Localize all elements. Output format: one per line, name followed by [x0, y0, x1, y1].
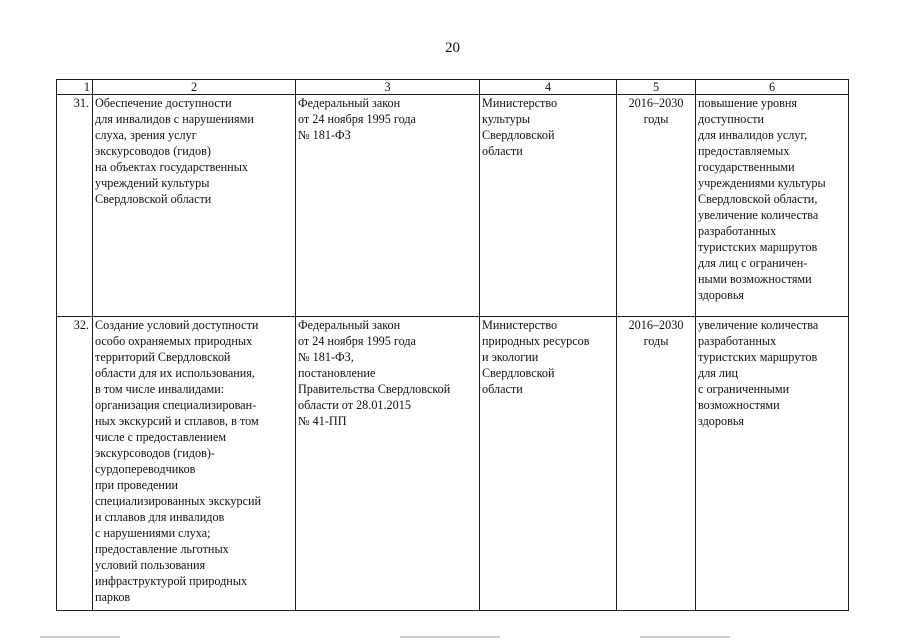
cell-text-line: парков — [95, 590, 131, 604]
table-row — [57, 95, 849, 317]
cell-text-line: ных экскурсий и сплавов, в том — [95, 414, 259, 428]
executor-cell — [480, 95, 617, 317]
cell-text-line: Федеральный закон — [298, 96, 401, 110]
executor-cell — [480, 317, 617, 611]
scan-edge-mark — [640, 636, 730, 638]
cell-text-line: слуха, зрения услуг — [95, 128, 197, 142]
measure-cell — [93, 317, 296, 611]
cell-text-line: № 181-ФЗ, — [298, 350, 354, 364]
table-row — [57, 317, 849, 611]
cell-text-line: специализированных экскурсий — [95, 494, 262, 508]
cell-text-line: территорий Свердловской — [95, 350, 231, 364]
cell-text-line: здоровья — [698, 288, 744, 302]
cell-text-line: и сплавов для инвалидов — [95, 510, 225, 524]
header-cell: 4 — [480, 80, 617, 95]
period-cell — [617, 317, 696, 611]
cell-text-line: предоставление льготных — [95, 542, 229, 556]
cell-text-line: здоровья — [698, 414, 744, 428]
cell-text-line: в том числе инвалидами: — [95, 382, 225, 396]
cell-text-line: от 24 ноября 1995 года — [298, 112, 416, 126]
cell-text-line: повышение уровня — [698, 96, 798, 110]
header-cell: 1 — [57, 80, 93, 95]
cell-text-line: инфраструктурой природных — [95, 574, 248, 588]
cell-text-line: годы — [643, 112, 669, 126]
cell-text-line: № 41-ПП — [298, 414, 347, 428]
cell-text-line: 2016–2030 — [628, 318, 684, 332]
cell-text-line: Свердловской — [482, 366, 555, 380]
cell-text-line: области — [482, 144, 523, 158]
header-cell: 5 — [617, 80, 696, 95]
cell-text-line: учреждениями культуры — [698, 176, 826, 190]
cell-text-line: с ограниченными — [698, 382, 790, 396]
row-number: 32. — [57, 317, 93, 611]
scan-edge-mark — [400, 636, 500, 638]
cell-text-line: для инвалидов услуг, — [698, 128, 808, 142]
cell-text-line: годы — [643, 334, 669, 348]
cell-text-line: Обеспечение доступности — [95, 96, 232, 110]
cell-text-line: доступности — [698, 112, 764, 126]
cell-text-line: увеличение количества — [698, 318, 819, 332]
cell-text-line: туристских маршрутов — [698, 350, 818, 364]
cell-text-line: 2016–2030 — [628, 96, 684, 110]
page-number: 20 — [445, 40, 460, 56]
cell-text-line: Министерство — [482, 96, 558, 110]
cell-text-line: для лиц — [698, 366, 739, 380]
cell-text-line: разработанных — [698, 224, 777, 238]
cell-text-line: Свердловской области — [95, 192, 212, 206]
cell-text-line: природных ресурсов — [482, 334, 590, 348]
cell-text-line: сурдопереводчиков — [95, 462, 196, 476]
cell-text-line: № 181-ФЗ — [298, 128, 351, 142]
cell-text-line: особо охраняемых природных — [95, 334, 253, 348]
legal-basis-cell — [296, 95, 480, 317]
cell-text-line: при проведении — [95, 478, 179, 492]
cell-text-line: от 24 ноября 1995 года — [298, 334, 416, 348]
cell-text-line: Правительства Свердловской — [298, 382, 451, 396]
table-header-row — [57, 80, 849, 95]
row-number: 31. — [57, 95, 93, 317]
cell-text-line: возможностями — [698, 398, 780, 412]
cell-text-line: на объектах государственных — [95, 160, 248, 174]
measures-table — [56, 79, 849, 611]
cell-text-line: Создание условий доступности — [95, 318, 259, 332]
cell-text-line: увеличение количества — [698, 208, 819, 222]
cell-text-line: числе с предоставлением — [95, 430, 227, 444]
cell-text-line: экскурсоводов (гидов) — [95, 144, 211, 158]
cell-text-line: для лиц с ограничен- — [698, 256, 808, 270]
cell-text-line: области для их использования, — [95, 366, 255, 380]
cell-text-line: области от 28.01.2015 — [298, 398, 411, 412]
cell-text-line: разработанных — [698, 334, 777, 348]
cell-text-line: Федеральный закон — [298, 318, 401, 332]
cell-text-line: для инвалидов с нарушениями — [95, 112, 254, 126]
header-cell: 6 — [696, 80, 849, 95]
header-cell: 2 — [93, 80, 296, 95]
cell-text-line: культуры — [482, 112, 531, 126]
cell-text-line: постановление — [298, 366, 376, 380]
cell-text-line: с нарушениями слуха; — [95, 526, 211, 540]
cell-text-line: организация специализирован- — [95, 398, 257, 412]
cell-text-line: предоставляемых — [698, 144, 790, 158]
legal-basis-cell — [296, 317, 480, 611]
cell-text-line: учреждений культуры — [95, 176, 210, 190]
cell-text-line: и экологии — [482, 350, 539, 364]
result-cell — [696, 317, 849, 611]
result-cell — [696, 95, 849, 317]
cell-text-line: туристских маршрутов — [698, 240, 818, 254]
cell-text-line: Свердловской — [482, 128, 555, 142]
measure-cell — [93, 95, 296, 317]
cell-text-line: Свердловской области, — [698, 192, 818, 206]
cell-text-line: ными возможностями — [698, 272, 812, 286]
cell-text-line: экскурсоводов (гидов)- — [95, 446, 215, 460]
period-cell — [617, 95, 696, 317]
cell-text-line: государственными — [698, 160, 795, 174]
cell-text-line: области — [482, 382, 523, 396]
header-cell: 3 — [296, 80, 480, 95]
cell-text-line: Министерство — [482, 318, 558, 332]
scan-edge-mark — [40, 636, 120, 638]
cell-text-line: условий пользования — [95, 558, 206, 572]
